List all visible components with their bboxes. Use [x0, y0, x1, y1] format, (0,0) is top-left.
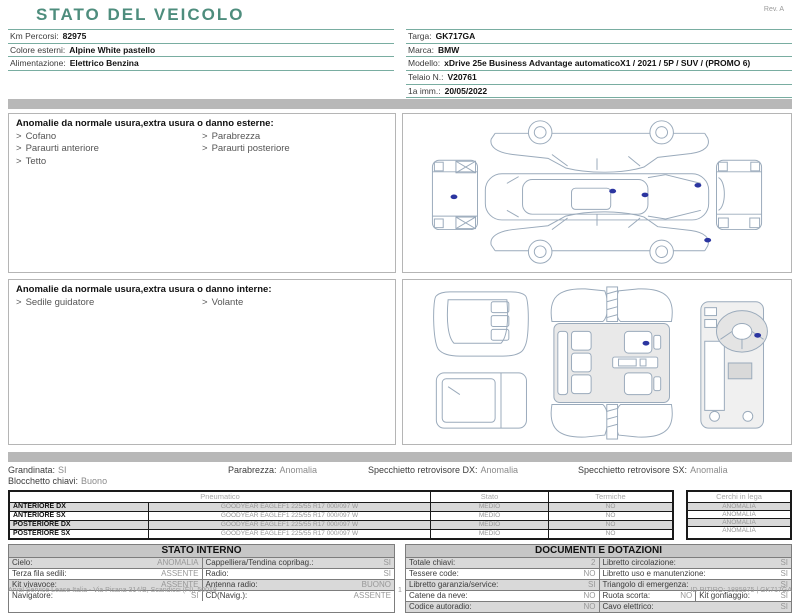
documenti-dotazioni-table	[405, 544, 792, 613]
field-telaio: Telaio N.: V20761	[406, 71, 792, 85]
col-header-termiche: Termiche	[548, 492, 672, 502]
cerchi-value: ANOMALIA	[688, 526, 790, 534]
tyre-tables	[8, 490, 792, 540]
tyre-row-anteriore-sx: ANTERIORE SX GOODYEAR EAGLEF1 225/55 R17 000/097 W MEDIO NO	[10, 511, 672, 520]
condition-summary	[8, 466, 792, 487]
anomaly-item: > Cofano	[16, 131, 57, 143]
exterior-car-diagram	[405, 116, 789, 270]
dashboard-view	[701, 302, 768, 428]
cabin-plan-view	[551, 287, 672, 439]
interior-diagram-panel	[402, 279, 792, 445]
col-header-stato: Stato	[430, 492, 548, 502]
exterior-anomalies-col2	[202, 131, 388, 168]
stato-interno-table	[8, 544, 395, 613]
trunk-view	[436, 373, 526, 428]
stato-interno-row: Cielo: ANOMALIA Cappelliera/Tendina copribag.: SI	[9, 558, 394, 568]
interior-anomalies-col2	[202, 297, 388, 309]
revision-label: Rev. A	[763, 6, 784, 13]
cerchi-value: ANOMALIA	[688, 502, 790, 510]
car-rear-view	[717, 160, 762, 229]
page-footer	[8, 587, 792, 594]
interior-car-diagram	[405, 282, 789, 442]
documenti-dotazioni-header: DOCUMENTI E DOTAZIONI	[406, 545, 791, 558]
summary-specchietto-dx: Specchietto retrovisore DX: Anomalia	[368, 465, 519, 476]
field-modello: Modello: xDrive 25e Business Advantage automaticoX1 / 2021 / 5P / SUV / (PROMO 6)	[406, 57, 792, 71]
footer-company: Arval Service Lease Italia - Via Pisana 314/B, Scandicci (FI), 50018	[8, 587, 217, 594]
car-plan-view	[485, 174, 708, 220]
summary-specchietto-sx: Specchietto retrovisore SX: Anomalia	[578, 465, 728, 476]
documenti-row: Tessere code: NO Libretto uso e manutenzione: SI	[406, 568, 791, 579]
anomaly-item: > Paraurti posteriore	[202, 143, 290, 155]
divider-bar-bottom	[8, 452, 792, 462]
field-alimentazione: Alimentazione: Elettrico Benzina	[8, 57, 394, 71]
interior-anomalies-list-panel	[8, 279, 396, 445]
footer-page-number: 1	[398, 587, 402, 594]
interior-anomalies-section	[8, 279, 792, 445]
col-header-cerchi: Cerchi in lega	[716, 492, 762, 502]
stato-interno-row: Kit vivavoce: ASSENTE Antenna radio: BUONO	[9, 579, 394, 590]
documenti-row: Totale chiavi: 2 Libretto circolazione: SI	[406, 558, 791, 568]
exterior-anomalies-title: Anomalie da normale usura,extra usura o danno esterne:	[16, 118, 274, 130]
interior-anomalies-title: Anomalie da normale usura,extra usura o danno interne:	[16, 284, 272, 296]
cerchi-in-lega-table	[686, 490, 792, 540]
summary-blocchetto-chiavi: Blocchetto chiavi: Buono	[8, 476, 108, 487]
exterior-anomalies-section	[8, 113, 792, 273]
exterior-diagram-panel	[402, 113, 792, 273]
vehicle-fields-left	[8, 29, 394, 71]
summary-grandinata: Grandinata: SI	[8, 465, 67, 476]
anomaly-item: > Sedile guidatore	[16, 297, 95, 309]
interior-anomalies-col1	[16, 297, 202, 309]
documenti-row: Codice autoradio: NO Cavo elettrico: SI	[406, 601, 791, 612]
col-header-pneumatico: Pneumatico	[200, 492, 240, 502]
tyre-table-header	[10, 492, 672, 502]
tyre-row-posteriore-dx: POSTERIORE DX GOODYEAR EAGLEF1 225/55 R17 000/097 W MEDIO NO	[10, 520, 672, 529]
exterior-damage-markers	[451, 183, 712, 242]
anomaly-item: > Tetto	[16, 155, 47, 167]
divider-bar-top	[8, 99, 792, 109]
anomaly-item: > Paraurti anteriore	[16, 143, 99, 155]
bottom-tables	[8, 544, 792, 613]
documenti-row: Libretto garanzia/service: SI Triangolo di emergenza: SI	[406, 579, 791, 590]
stato-interno-header: STATO INTERNO	[9, 545, 394, 558]
anomaly-item: > Parabrezza	[202, 131, 261, 143]
anomaly-item: > Volante	[202, 297, 244, 309]
cerchi-value: ANOMALIA	[688, 518, 790, 526]
stato-interno-row: Navigatore: SI CD(Navig.): ASSENTE	[9, 590, 394, 601]
tyre-row-anteriore-dx: ANTERIORE DX GOODYEAR EAGLEF1 225/55 R17 000/097 W MEDIO NO	[10, 502, 672, 511]
page-title: STATO DEL VEICOLO	[36, 5, 245, 24]
vehicle-fields-right	[406, 29, 792, 98]
field-km-percorsi: Km Percorsi: 82975	[8, 29, 394, 44]
field-prima-immatricolazione: 1a imm.: 20/05/2022	[406, 85, 792, 99]
rear-seats-view	[434, 292, 529, 356]
tyre-table	[8, 490, 674, 540]
exterior-anomalies-list-panel	[8, 113, 396, 273]
cerchi-value: ANOMALIA	[688, 510, 790, 518]
field-marca: Marca: BMW	[406, 44, 792, 58]
exterior-anomalies-col1	[16, 131, 202, 168]
car-side-view-top	[491, 121, 709, 172]
tyre-row-posteriore-sx: POSTERIORE SX GOODYEAR EAGLEF1 225/55 R17 000/097 W MEDIO NO	[10, 529, 672, 538]
documenti-row-split: Catene da neve: NO Ruota scorta: NO Kit gonfiaggio: SI	[406, 590, 791, 601]
stato-interno-row: Terza fila sedili: ASSENTE Radio: SI	[9, 568, 394, 579]
field-targa: Targa: GK717GA	[406, 29, 792, 44]
footer-id-ritiro: ID RITIRO: 1885975 | GK717GA	[690, 587, 792, 594]
vehicle-fields	[8, 29, 792, 98]
summary-parabrezza: Parabrezza: Anomalia	[228, 465, 318, 476]
field-colore-esterni: Colore esterni: Alpine White pastello	[8, 44, 394, 58]
